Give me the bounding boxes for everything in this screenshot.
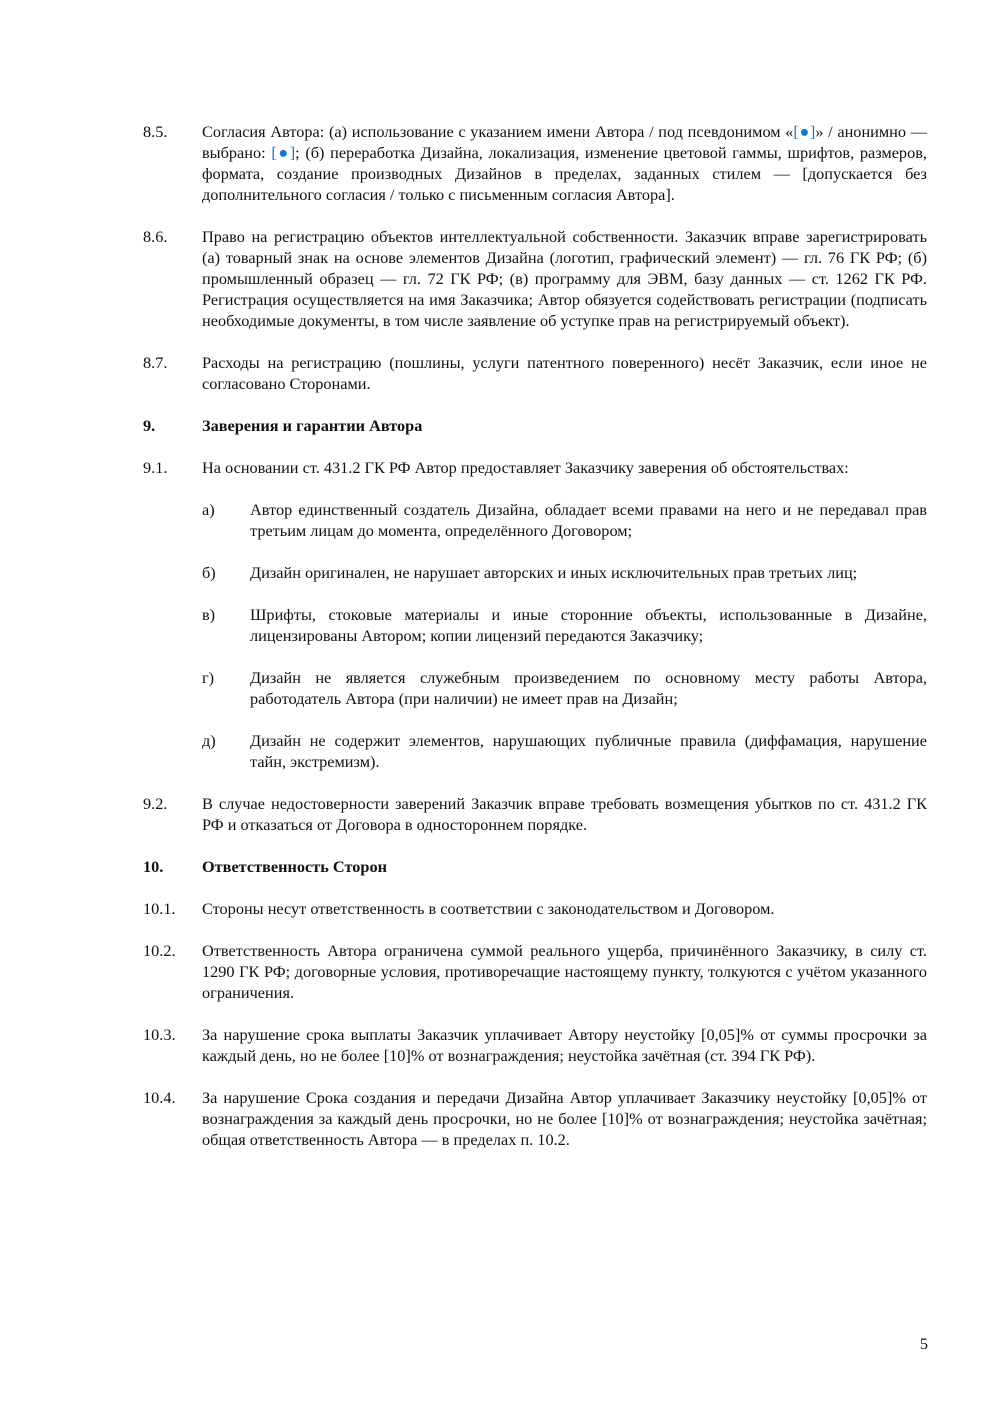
- subclause-letter: г): [202, 668, 215, 687]
- clause-text: В случае недостоверности заверений Заказчик вправе требовать возмещения убытков по ст. 431.2 ГК РФ и отказаться от Договора в одностороннем порядке.: [202, 794, 927, 834]
- subclause-letter: д): [202, 731, 216, 750]
- clause-8-7: [143, 352, 927, 394]
- clause-number: 10.3.: [143, 1025, 176, 1044]
- clause-9-1: [143, 457, 927, 478]
- section-title: Ответственность Сторон: [202, 857, 387, 876]
- clause-text: Ответственность Автора ограничена суммой реального ущерба, причинённого Заказчику, в силу ст. 1290 ГК РФ; договорные условия, противоречащие настоящему пункту, толкуются с учётом указанного ограничения.: [202, 941, 927, 1002]
- section-number: 10.: [143, 857, 164, 876]
- page-number: 5: [919, 1334, 928, 1353]
- clause-9-2: [143, 793, 927, 835]
- subclause-letter: в): [202, 605, 216, 624]
- section-title: Заверения и гарантии Автора: [202, 416, 423, 435]
- clause-text: Расходы на регистрацию (пошлины, услуги патентного поверенного) несёт Заказчик, если иное не согласовано Сторонами.: [202, 353, 927, 393]
- page-content: [143, 121, 927, 1171]
- clause-text-part: ; (б) переработка Дизайна, локализация, изменение цветовой гаммы, шрифтов, размеров, формата, создание производных Дизайнов в пределах, заданных стилем — [допускается без дополнительного согласия / только с письменным согласия Автора].: [202, 143, 927, 204]
- clause-text: На основании ст. 431.2 ГК РФ Автор предоставляет Заказчику заверения об обстоятельствах:: [202, 458, 849, 477]
- clause-number: 8.5.: [143, 122, 168, 141]
- clause-number: 9.1.: [143, 458, 168, 477]
- clause-text: За нарушение срока выплаты Заказчик уплачивает Автору неустойку [0,05]% от суммы просрочки за каждый день, но не более [10]% от вознаграждения; неустойка зачётная (ст. 394 ГК РФ).: [202, 1025, 927, 1065]
- subclause-letter: б): [202, 563, 216, 582]
- clause-text: Стороны несут ответственность в соответствии с законодательством и Договором.: [202, 899, 775, 918]
- clause-number: 10.4.: [143, 1088, 176, 1107]
- clause-number: 10.1.: [143, 899, 176, 918]
- subclause-text: Шрифты, стоковые материалы и иные сторонние объекты, использованные в Дизайне, лицензированы Автором; копии лицензий передаются Заказчику;: [250, 605, 927, 645]
- subclause-b: [202, 562, 927, 583]
- clause-number: 8.6.: [143, 227, 168, 246]
- section-heading-10: [143, 856, 927, 877]
- clause-10-3: [143, 1024, 927, 1066]
- placeholder-field: [●]: [271, 143, 296, 162]
- subclause-text: Дизайн оригинален, не нарушает авторских и иных исключительных прав третьих лиц;: [250, 563, 858, 582]
- clause-text: За нарушение Срока создания и передачи Дизайна Автор уплачивает Заказчику неустойку [0,05]% от вознаграждения за каждый день просрочки, но не более [10]% от вознаграждения; неустойка зачётная; общая ответственность Автора — в пределах п. 10.2.: [202, 1088, 927, 1149]
- clause-8-5: [143, 121, 927, 205]
- subclause-d: [202, 730, 927, 772]
- clause-number: 8.7.: [143, 353, 168, 372]
- section-heading-9: [143, 415, 927, 436]
- clause-10-1: [143, 898, 927, 919]
- clause-text: Право на регистрацию объектов интеллектуальной собственности. Заказчик вправе зарегистрировать (а) товарный знак на основе элементов Дизайна (логотип, графический элемент) — гл. 76 ГК РФ; (б) промышленный образец — гл. 72 ГК РФ; (в) программу для ЭВМ, базу данных — ст. 1262 ГК РФ. Регистрация осуществляется на имя Заказчика; Автор обязуется содействовать регистрации (подписать необходимые документы, в том числе заявление об уступке прав на регистрируемый объект).: [202, 227, 927, 330]
- subclause-text: Дизайн не является служебным произведением по основному месту работы Автора, работодатель Автора (при наличии) не имеет прав на Дизайн;: [250, 668, 927, 708]
- subclause-text: Автор единственный создатель Дизайна, обладает всеми правами на него и не передавал прав третьим лицам до момента, определённого Договором;: [250, 500, 927, 540]
- section-number: 9.: [143, 416, 156, 435]
- subclause-text: Дизайн не содержит элементов, нарушающих публичные правила (диффамация, нарушение тайн, экстремизм).: [250, 731, 927, 771]
- clause-number: 10.2.: [143, 941, 176, 960]
- subclause-letter: а): [202, 500, 215, 519]
- placeholder-field: [●]: [793, 122, 816, 141]
- clause-text-part: Согласия Автора: (a) использование с указанием имени Автора / под псевдонимом «: [202, 122, 794, 141]
- subclause-g: [202, 667, 927, 709]
- clause-text-part: » / анонимно — выбрано:: [202, 122, 927, 162]
- clause-10-4: [143, 1087, 927, 1150]
- subclause-a: [202, 499, 927, 541]
- clause-text: [202, 121, 927, 205]
- subclause-v: [202, 604, 927, 646]
- clause-10-2: [143, 940, 927, 1003]
- clause-number: 9.2.: [143, 794, 168, 813]
- clause-8-6: [143, 226, 927, 331]
